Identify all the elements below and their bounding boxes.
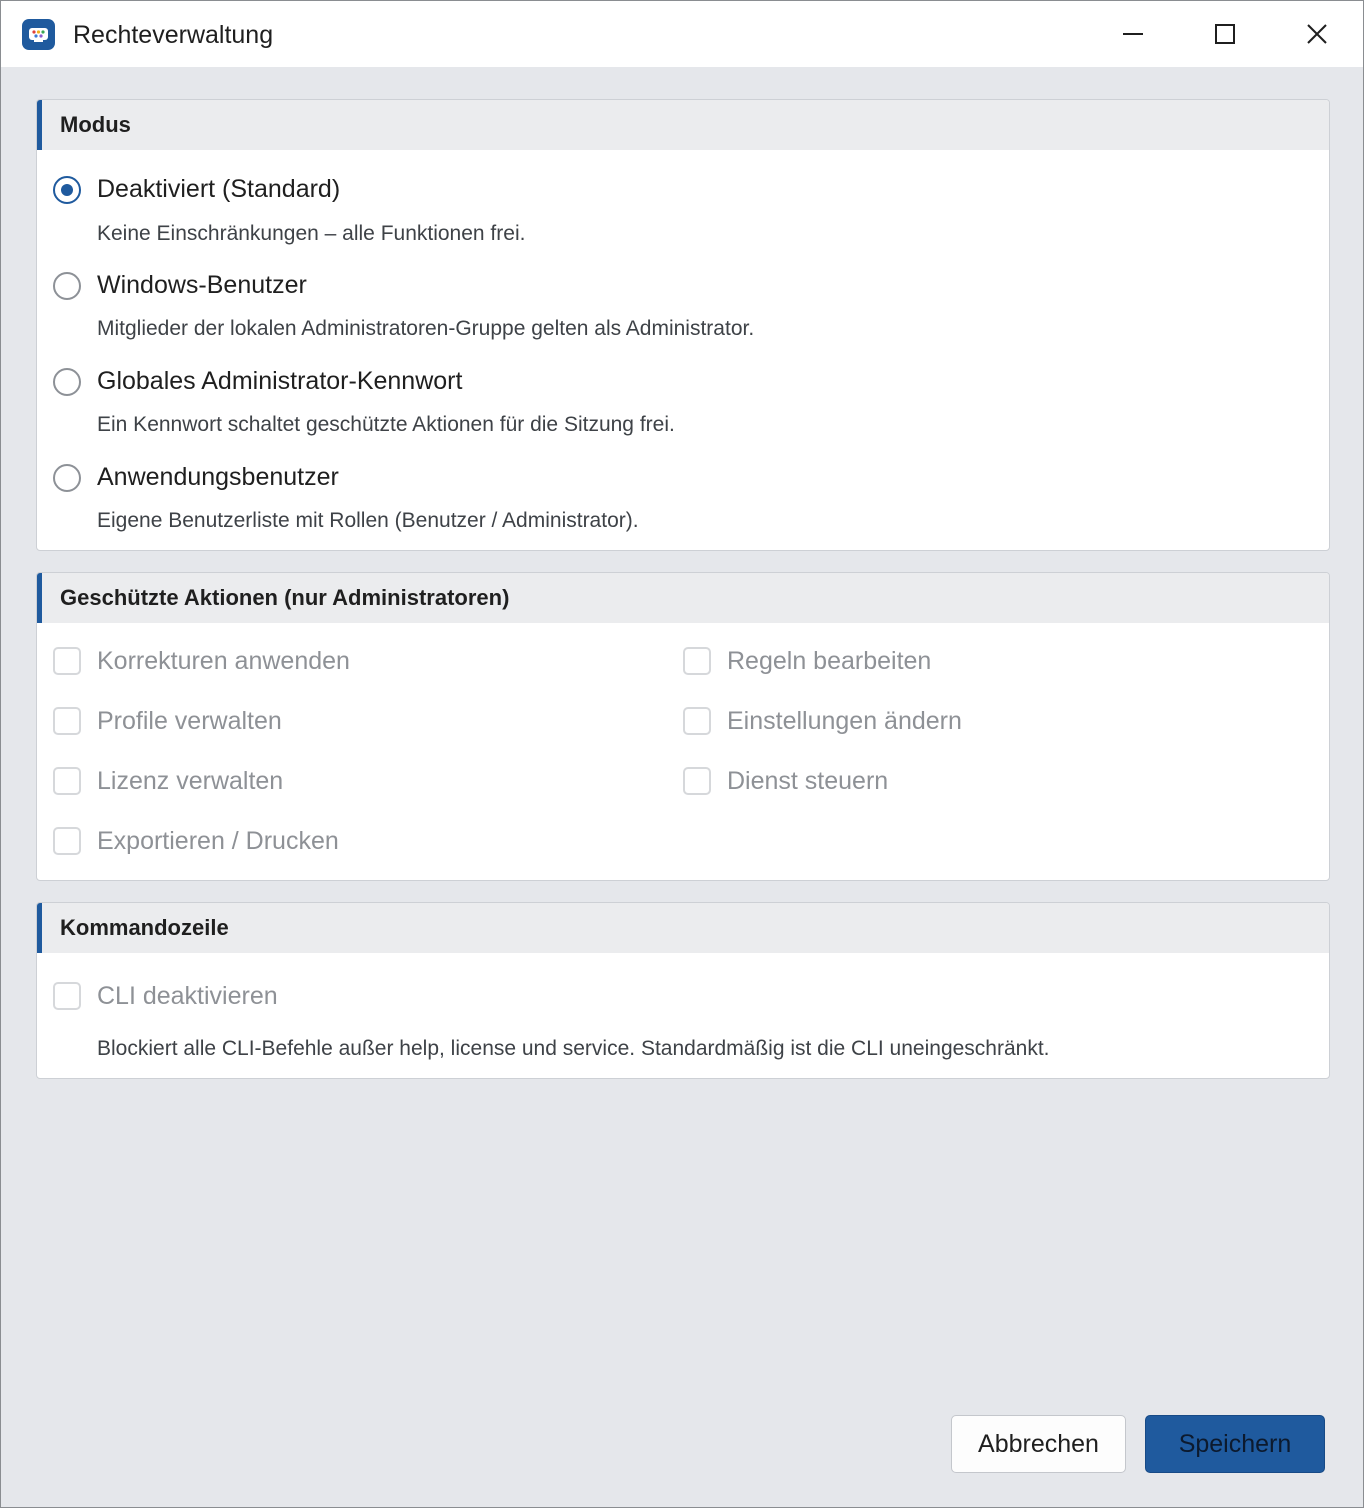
checkbox-label: Korrekturen anwenden [97, 647, 350, 675]
checkbox-label: Profile verwalten [97, 707, 282, 735]
radio-label: Deaktiviert (Standard) [97, 175, 341, 203]
protected-actions-section [36, 572, 1330, 881]
cli-header: Kommandozeile [37, 903, 1329, 953]
radio-label: Anwendungsbenutzer [97, 463, 339, 491]
minimize-icon [1121, 22, 1145, 46]
radio-description: Eigene Benutzerliste mit Rollen (Benutzer / Administrator). [97, 509, 639, 532]
title-bar[interactable] [1, 1, 1363, 67]
modus-header: Modus [37, 100, 1329, 150]
cancel-button[interactable]: Abbrechen [951, 1415, 1126, 1473]
checkbox[interactable] [683, 707, 711, 735]
cli-section [36, 902, 1330, 1079]
checkbox[interactable] [53, 707, 81, 735]
checkbox-label: Dienst steuern [727, 767, 889, 795]
radio-description: Ein Kennwort schaltet geschützte Aktionen für die Sitzung frei. [97, 413, 675, 436]
protected-actions-header: Geschützte Aktionen (nur Administratoren) [37, 573, 1329, 623]
save-button[interactable]: Speichern [1145, 1415, 1325, 1473]
checkbox[interactable] [683, 767, 711, 795]
checkbox-label: Regeln bearbeiten [727, 647, 932, 675]
checkbox[interactable] [53, 827, 81, 855]
checkbox[interactable] [683, 647, 711, 675]
maximize-icon [1213, 22, 1237, 46]
checkbox[interactable] [53, 647, 81, 675]
cli-description: Blockiert alle CLI-Befehle außer help, license und service. Standardmäßig ist die CLI uneingeschränkt. [97, 1037, 1050, 1060]
radio-description: Keine Einschränkungen – alle Funktionen frei. [97, 222, 526, 245]
checkbox[interactable] [53, 767, 81, 795]
maximize-button[interactable] [1179, 1, 1271, 67]
close-icon [1305, 22, 1329, 46]
minimize-button[interactable] [1087, 1, 1179, 67]
checkbox-label: Einstellungen ändern [727, 707, 962, 735]
radio-button[interactable] [53, 368, 81, 396]
radio-button-checked[interactable] [53, 176, 81, 204]
modus-section [36, 99, 1330, 551]
checkbox-label: CLI deaktivieren [97, 982, 278, 1010]
radio-description: Mitglieder der lokalen Administratoren-Gruppe gelten als Administrator. [97, 317, 755, 340]
radio-button[interactable] [53, 464, 81, 492]
checkbox-label: Exportieren / Drucken [97, 827, 339, 855]
radio-button[interactable] [53, 272, 81, 300]
radio-label: Windows-Benutzer [97, 271, 307, 299]
close-button[interactable] [1271, 1, 1363, 67]
radio-label: Globales Administrator-Kennwort [97, 367, 463, 395]
app-icon [22, 19, 55, 50]
checkbox[interactable] [53, 982, 81, 1010]
window-title: Rechteverwaltung [73, 21, 274, 49]
checkbox-label: Lizenz verwalten [97, 767, 284, 795]
